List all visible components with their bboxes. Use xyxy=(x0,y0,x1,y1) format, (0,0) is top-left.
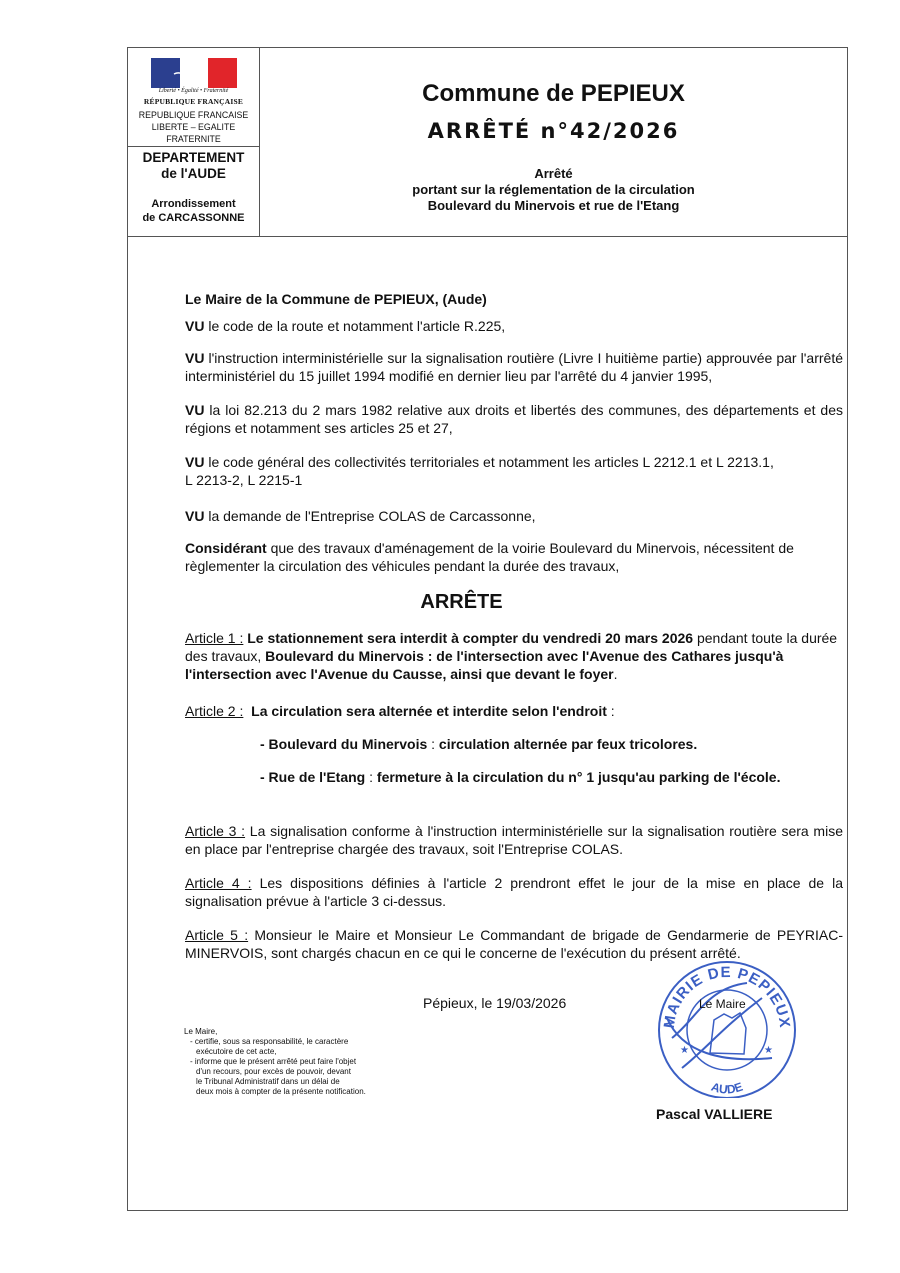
svg-text:AUDE: AUDE xyxy=(709,1079,745,1097)
svg-text:MAIRIE DE PEPIEUX: MAIRIE DE PEPIEUX xyxy=(660,963,794,1030)
article-3: Article 3 : La signalisation conforme à l'instruction interministérielle sur la signalisation routière sera mise en place par l'entreprise chargée des travaux, soit l'Entreprise COLAS. xyxy=(185,823,843,857)
vu-paragraph-3: VU la loi 82.213 du 2 mars 1982 relative aux droits et libertés des communes, des départements et des régions et notamment ses articles 25 et 27, xyxy=(185,402,844,436)
arrete-subject: Arrêté portant sur la réglementation de la circulation Boulevard du Minervois et rue de l'Etang xyxy=(412,166,695,213)
article-2-item-1: - Boulevard du Minervois : circulation alternée par feux tricolores. xyxy=(260,736,698,752)
article-2: Article 2 : La circulation sera alternée et interdite selon l'endroit : xyxy=(185,703,615,719)
arrete-title: ARRÊTE xyxy=(420,591,503,613)
signer-name: Pascal VALLIERE xyxy=(656,1106,773,1122)
article-5: Article 5 : Monsieur le Maire et Monsieur Le Commandant de brigade de Gendarmerie de PEYRIAC-MINERVOIS, sont chargés chacun en ce qui le concerne de l'exécution du présent arrêté. xyxy=(185,927,844,961)
article-1: Article 1 : Le stationnement sera interdit à compter du vendredi 20 mars 2026 pendant toute la durée des travaux, Boulevard du Minervois : de l'intersection avec l'Avenue des Cathares jusqu'à l'intersection avec l'Avenue du Causse, ainsi que devant le foyer. xyxy=(185,630,838,682)
republique-francaise-small: RÉPUBLIQUE FRANÇAISE xyxy=(143,97,244,106)
republique-francaise-lines: REPUBLIQUE FRANCAISE LIBERTE – EGALITE FRATERNITE xyxy=(138,110,249,144)
republic-logo xyxy=(128,48,259,147)
vu-paragraph-1: VU le code de la route et notamment l'article R.225, xyxy=(185,318,506,334)
svg-text:★: ★ xyxy=(764,1045,773,1056)
header xyxy=(128,48,847,237)
devise: Liberté • Égalité • Fraternité xyxy=(158,88,229,94)
departement: DEPARTEMENT de l'AUDE xyxy=(142,150,245,181)
date-line: Pépieux, le 19/03/2026 xyxy=(423,995,567,1011)
commune-title: Commune de PEPIEUX xyxy=(422,80,685,107)
article-4: Article 4 : Les dispositions définies à l'article 2 prendront effet le jour de la mise en place de la signalisation prévue à l'article 3 ci-dessus. xyxy=(185,875,843,909)
vu-paragraph-4: VU le code général des collectivités territoriales et notamment les articles L 2212.1 et L 2213.1, L 2213-2, L 2215-1 xyxy=(185,454,774,488)
arrondissement: Arrondissement de CARCASSONNE xyxy=(142,198,245,224)
marianne-icon xyxy=(162,60,222,88)
header-left-column xyxy=(128,48,260,236)
arrete-number: ARRÊTÉ n°42/2026 xyxy=(427,119,680,143)
vu-paragraph-5: VU la demande de l'Entreprise COLAS de Carcassonne, xyxy=(185,508,536,524)
vu-paragraph-2: VU l'instruction interministérielle sur la signalisation routière (Livre I huitième partie) approuvée par l'arrêté interministériel du 15 juillet 1994 modifié en dernier lieu par l'arrêté du 4 janvier 1995, xyxy=(185,350,843,384)
maire-line: Le Maire de la Commune de PEPIEUX, (Aude) xyxy=(185,291,487,307)
maire-label: Le Maire xyxy=(699,997,746,1011)
considerant-paragraph: Considérant que des travaux d'aménagement de la voirie Boulevard du Minervois, nécessitent de règlementer la circulation des véhicules pendant la durée des travaux, xyxy=(185,540,794,574)
mairie-stamp-icon xyxy=(652,958,802,1098)
legal-note: Le Maire, - certifie, sous sa responsabilité, le caractère exécutoire de cet acte, - informe que le présent arrêté peut faire l'objet d'un recours, pour excès de pouvoir, devant le Tribunal Administratif dans un délai de deux mois à compter de la présente notification. xyxy=(184,1027,366,1096)
article-2-item-2: - Rue de l'Etang : fermeture à la circulation du n° 1 jusqu'au parking de l'école. xyxy=(260,769,781,785)
svg-text:★: ★ xyxy=(680,1045,689,1056)
